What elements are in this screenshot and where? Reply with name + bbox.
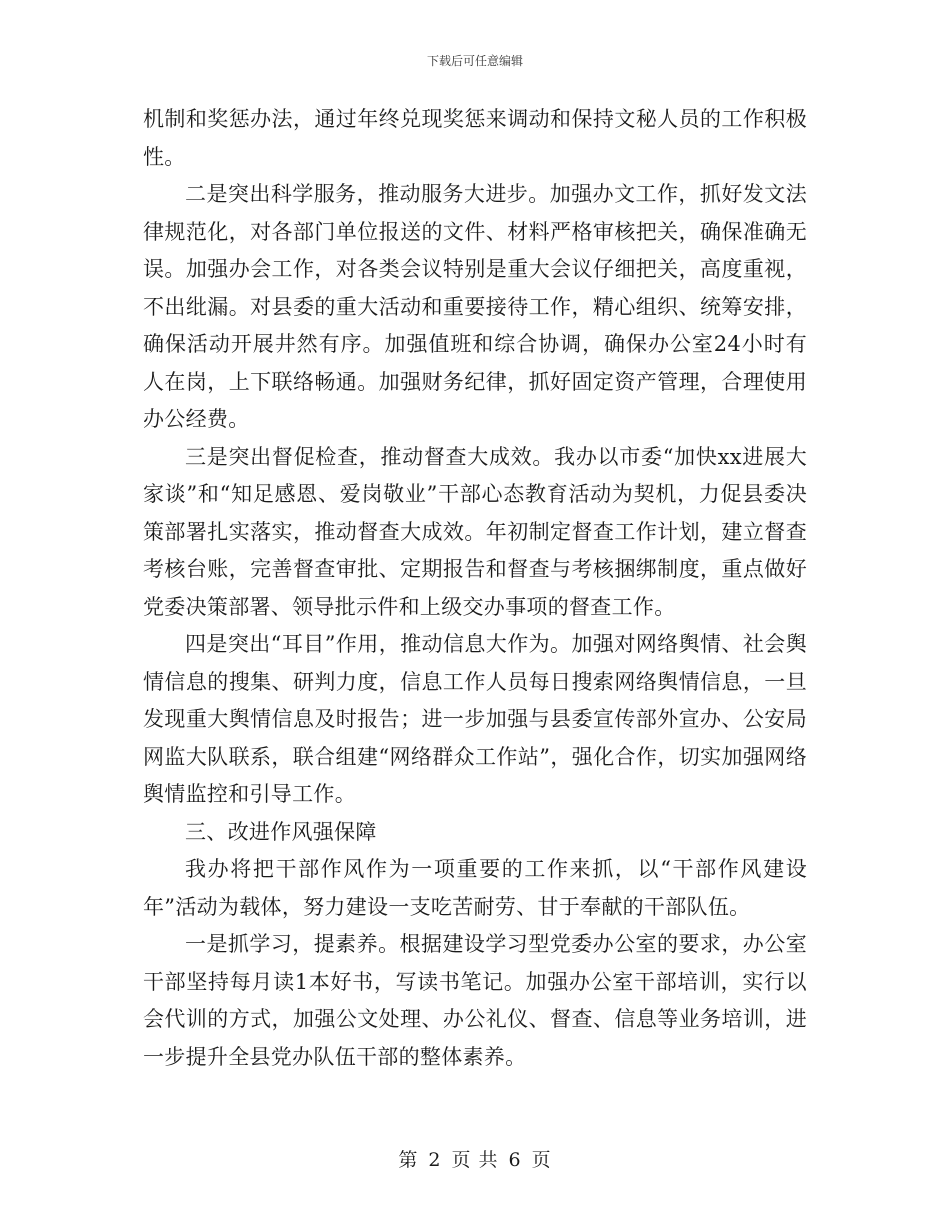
document-body xyxy=(143,101,807,1076)
paragraph-continuation: 机制和奖惩办法，通过年终兑现奖惩来调动和保持文秘人员的工作积极性。 xyxy=(143,107,807,169)
section-heading: 三、改进作风强保障 xyxy=(185,819,377,844)
footer-prefix: 第 xyxy=(398,1149,419,1171)
page-footer xyxy=(0,1148,950,1172)
footer-middle: 页 共 xyxy=(451,1149,499,1171)
paragraph-work-style: 我办将把干部作风作为一项重要的工作来抓，以“干部作风建设年”活动为载体，努力建设一支吃苦耐劳、甘于奉献的干部队伍。 xyxy=(143,857,807,919)
paragraph-study: 一是抓学习，提素养。根据建设学习型党委办公室的要求，办公室干部坚持每月读1本好书，写读书笔记。加强办公室干部培训，实行以会代训的方式，加强公文处理、办公礼仪、督查、信息等业务培训，进一步提升全县党办队伍干部的整体素养。 xyxy=(143,932,807,1069)
page-header: 下载后可任意编辑 xyxy=(426,54,523,68)
total-page-number: 6 xyxy=(508,1149,522,1171)
current-page-number: 2 xyxy=(428,1149,442,1171)
paragraph-science-service: 二是突出科学服务，推动服务大进步。加强办文工作，抓好发文法律规范化，对各部门单位报送的文件、材料严格审核把关，确保准确无误。加强办会工作，对各类会议特别是重大会议仔细把关，高度重视，不出纰漏。对县委的重大活动和重要接待工作，精心组织、统筹安排，确保活动开展井然有序。加强值班和综合协调，确保办公室24小时有人在岗，上下联络畅通。加强财务纪律，抓好固定资产管理，合理使用办公经费。 xyxy=(143,182,807,431)
paragraph-supervision: 三是突出督促检查，推动督查大成效。我办以市委“加快xx进展大家谈”和“知足感恩、爱岗敬业”干部心态教育活动为契机，力促县委决策部署扎实落实，推动督查大成效。年初制定督查工作计划，建立督查考核台账，完善督查审批、定期报告和督查与考核捆绑制度，重点做好党委决策部署、领导批示件和上级交办事项的督查工作。 xyxy=(143,444,807,619)
paragraph-information: 四是突出“耳目”作用，推动信息大作为。加强对网络舆情、社会舆情信息的搜集、研判力度，信息工作人员每日搜索网络舆情信息，一旦发现重大舆情信息及时报告；进一步加强与县委宣传部外宣办、公安局网监大队联系，联合组建“网络群众工作站”，强化合作，切实加强网络舆情监控和引导工作。 xyxy=(143,632,807,806)
footer-suffix: 页 xyxy=(531,1149,552,1171)
